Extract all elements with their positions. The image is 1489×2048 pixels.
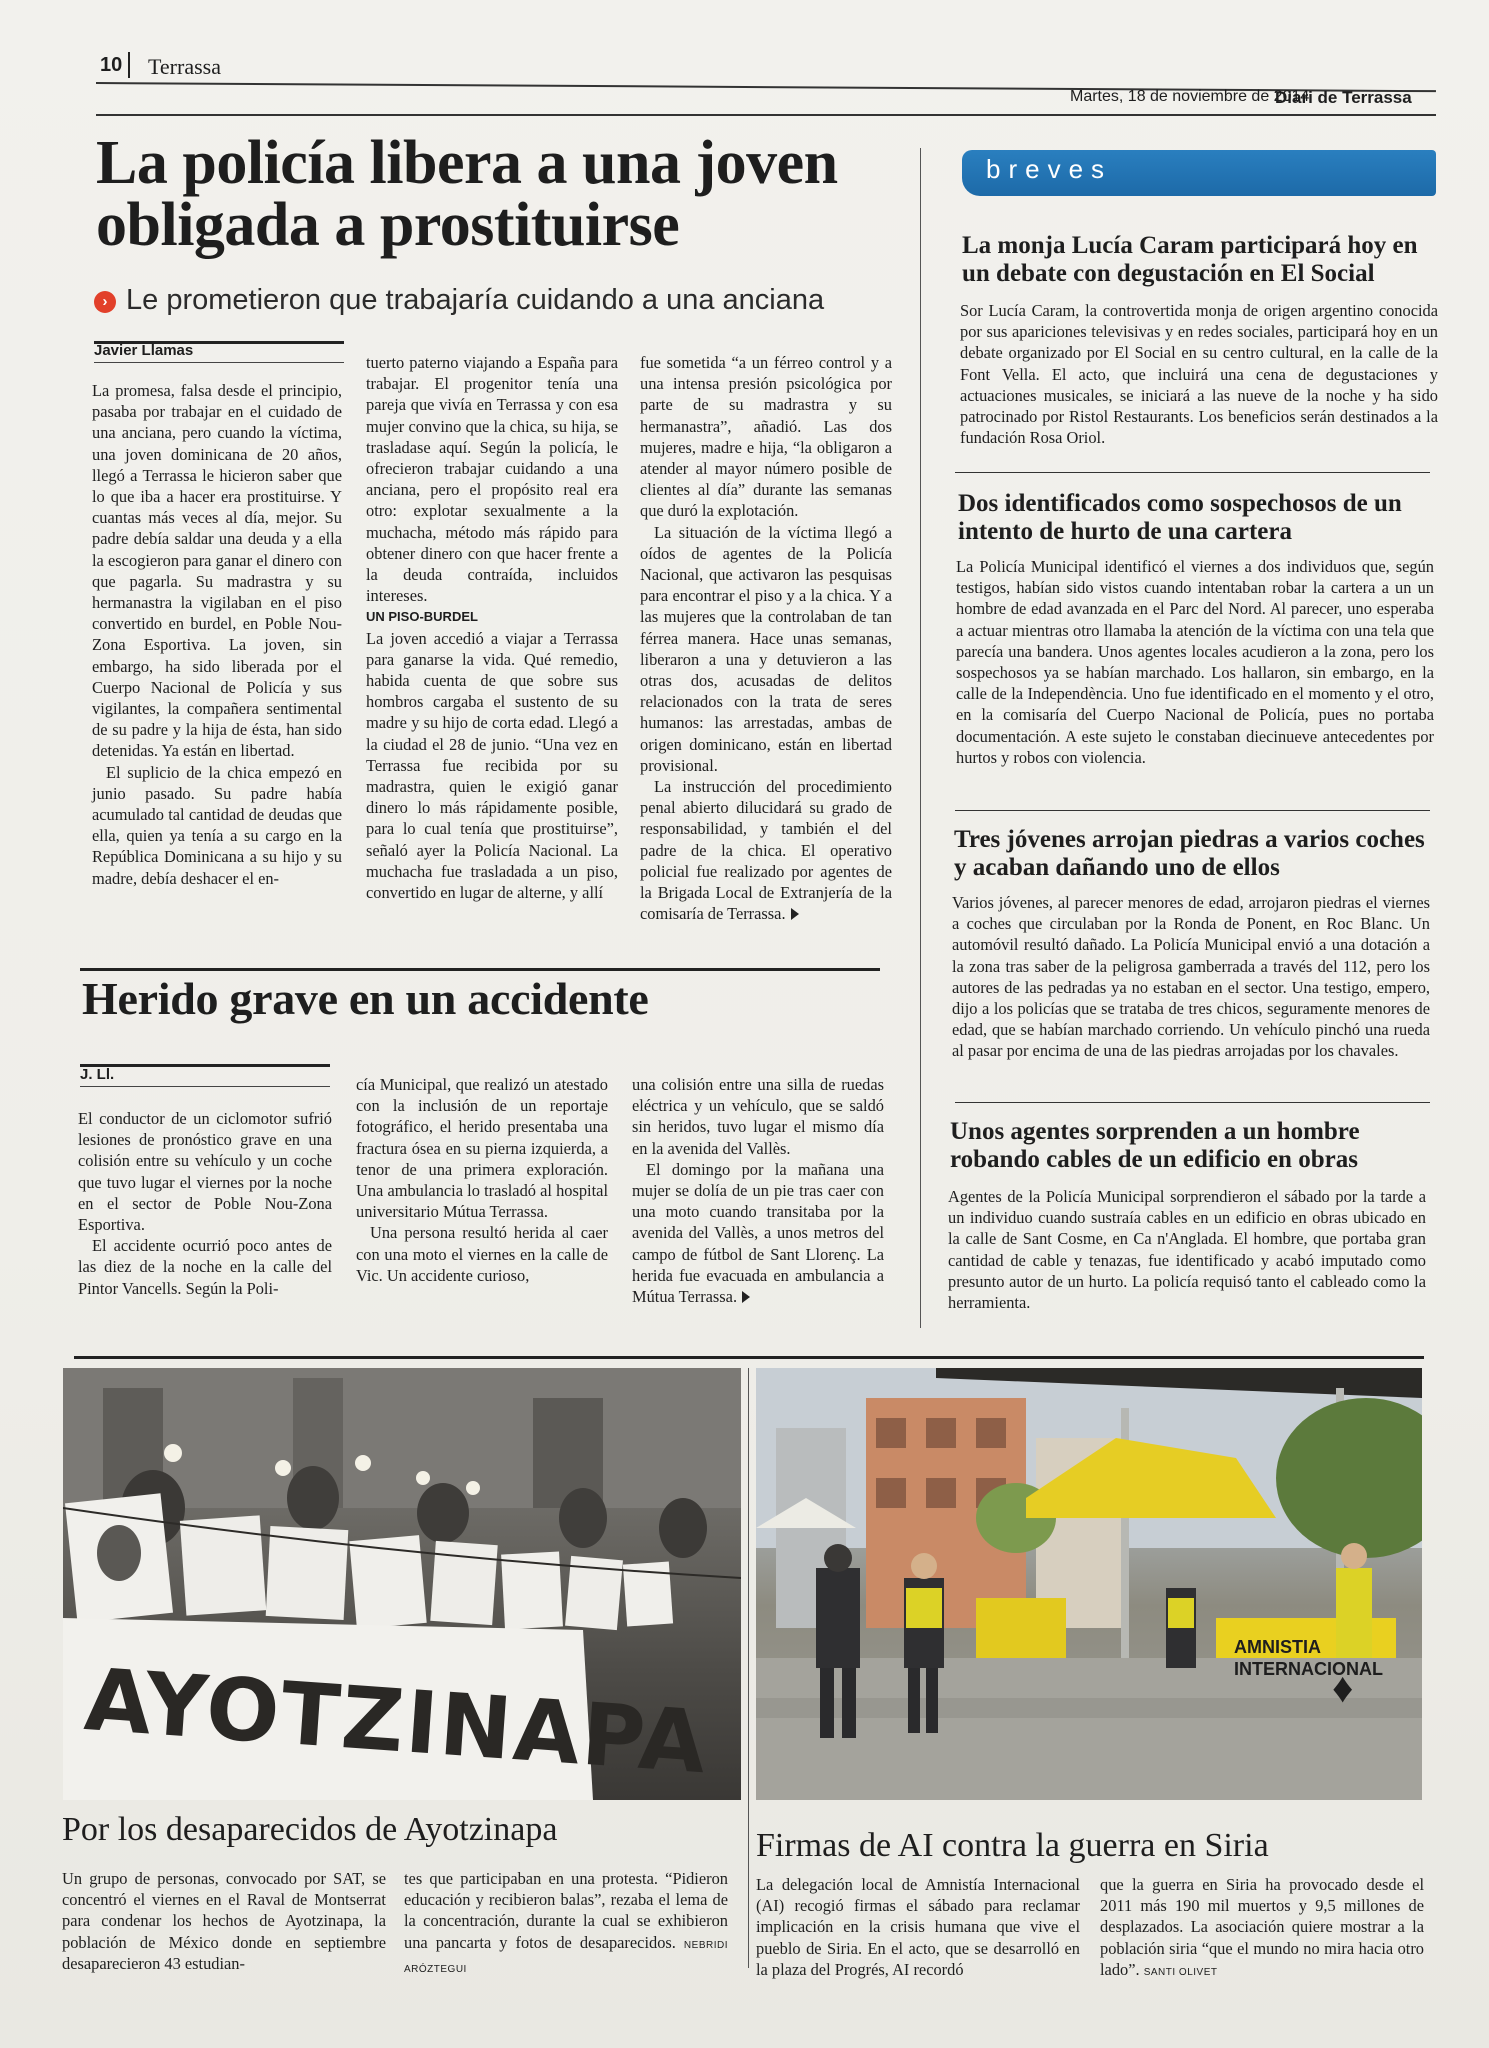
photo-caption-column-1: Un grupo de personas, convocado por SAT, se concentró el viernes en el Raval de Montserrat para condenar los hechos de Ayotzinapa, la población de México donde en septiembre desaparecieron 43 estudian- [62, 1869, 386, 1973]
main-column-3 [640, 352, 892, 924]
photo-caption-title: Firmas de AI contra la guerra en Siria [756, 1827, 1269, 1864]
paragraph: cía Municipal, que realizó un atestado con la inclusión de un reportaje fotográfico, el herido presentaba una fractura ósea en su pierna izquierda, a tenor de una primera exploración. Una ambulancia lo trasladó al hospital universitario Mútua Terrassa. [356, 1075, 608, 1222]
section-name: Terrassa [148, 54, 221, 79]
bullet-arrow-icon: › [94, 291, 116, 313]
paragraph: La joven accedió a viajar a Terrassa para ganarse la vida. Qué remedio, habida cuenta de que sobre sus hombros cargaba el sustento de su madre y su hijo de corta edad. Llegó a la ciudad el 28 de junio. “Una vez en Terrassa fue recibida por su madrastra, quien le exigió ganar dinero lo más rápidamente posible, para lo cual tenía que prostituirse”, señaló ayer la Policía Nacional. La muchacha fue trasladada a un piso, convertido en lugar de alterne, y allí [366, 628, 618, 903]
amnesty-illustration [756, 1368, 1422, 1800]
byline-rule-bottom [94, 362, 344, 363]
photo-section-rule [74, 1356, 1424, 1359]
main-column-2 [366, 352, 618, 903]
main-column-1 [92, 380, 342, 889]
photo-caption-column-1: La delegación local de Amnistía Internacional (AI) recogió firmas el sábado para reclamar implicación en la crisis humana que vive el pueblo de Siria. En el acto, que se desarrolló en la plaza del Progrés, AI recordó [756, 1875, 1080, 1979]
brief-title: Tres jóvenes arrojan piedras a varios coches y acaban dañando uno de ellos [954, 826, 1425, 881]
accident-column-2 [356, 1074, 608, 1286]
photo-divider [748, 1368, 749, 1968]
brief-separator [955, 1102, 1430, 1103]
paragraph: La situación de la víctima llegó a oídos de agentes de la Policía Nacional, que activaron las pesquisas para encontrar el piso y a la chica. Y a las mujeres que la controlaban de tan férrea manera. Hace unas semanas, liberaron a una y detuvieron a las otras dos, acusadas de delitos relacionados con la trata de seres humanos: las arrestadas, ambas de origen dominicano, están en libertad provisional. [640, 522, 892, 775]
page-number: 10 [100, 54, 123, 76]
paragraph: una colisión entre una silla de ruedas eléctrica y un vehículo, que se saldó sin heridos, tuvo lugar el mismo día en la avenida del Vallès. [632, 1075, 884, 1158]
brief-body: Varios jóvenes, al parecer menores de edad, arrojaron piedras el viernes a coches que circulaban por la Ronda de Ponent, en Roc Blanc. Un automóvil resultó dañado. La Policía Municipal envió a una dotación a la zona tras saber de la peligrosa gamberrada a través del 112, pero los autores de las pedradas ya no estaban en el sector. Una testigo, empero, dijo a los policías que se trataba de tres chicos, seguramente menores de edad, que se habían marchado corriendo. Un vehículo pinchó una rueda al pasar por encima de una de las piedras arrojadas por los chavales. [952, 893, 1430, 1061]
photo-amnesty-booth [756, 1368, 1422, 1800]
paragraph: La promesa, falsa desde el principio, pasaba por trabajar en el cuidado de una anciana, pero cuando la víctima, una joven dominicana de 20 años, llegó a Terrassa le hicieron saber que lo que iba a hacer era prostituirse. Y cuantas más veces al día, mejor. Su padre debía saldar una deuda y a ella la escogieron para ganar el dinero con que pagarla. Su madrastra y su hermanastra la vigilaban en el piso convertido en burdel, en Poble Nou-Zona Esportiva. La joven, sin embargo, ha sido liberada por el Cuerpo Nacional de Policía y sus vigilantes, la compañera sentimental de su padre y la hija de ésta, han sido detenidas. Ya están en libertad. [92, 381, 342, 761]
accident-byline: J. Ll. [80, 1066, 115, 1083]
byline-rule-bottom [80, 1086, 330, 1087]
brief-title: Unos agentes sorprenden a un hombre robando cables de un edificio en obras [950, 1118, 1360, 1173]
main-byline: Javier Llamas [94, 342, 194, 359]
accident-column-1 [78, 1108, 332, 1299]
main-subhead-text: Le prometieron que trabajaría cuidando a una anciana [126, 284, 825, 316]
paragraph [632, 1159, 884, 1307]
paragraph: El accidente ocurrió poco antes de las diez de la noche en la calle del Pintor Vancells. Según la Poli- [78, 1236, 332, 1298]
folio-separator [128, 52, 130, 78]
candle-logo-icon: ♦ [1332, 1666, 1354, 1712]
paragraph: tuerto paterno viajando a España para trabajar. El progenitor tenía una pareja que vivía en Terrassa y con esa mujer convino que la chica, su hija, se trasladase aquí. Según la policía, le ofrecieron trabajar cuidando a una anciana, pero el propósito real era otro: explotar sexualmente a la muchacha, método más rápido para obtener dinero con que hacer frente a la deuda contraída, incluidos intereses. [366, 353, 618, 606]
accident-headline: Herido grave en un accidente [82, 973, 649, 1024]
brief-body: La Policía Municipal identificó el viernes a dos individuos que, según testigos, habían sido vistos cuando intentaban robar la cartera a un un hombre de edad avanzada en el Parc del Nord. Al parecer, uno esperaba a actuar mientras otro llamaba la atención de la víctima con una tela que parecía una bandera. Unos agentes locales acudieron a la zona, pero los sospechosos ya se habían marchado. Los hallaron, sin embargo, en la calle de la Independència. Uno fue identificado en el momento y el otro, en la comisaría del Cuerpo Nacional de Policía, pues no portaba documentación. A este sujeto le constaban diecinueve antecedentes por hurtos y robos con violencia. [956, 557, 1434, 767]
paragraph-text: La instrucción del procedimiento penal abierto dilucidará su grado de responsabilidad, y también el del padre de la chica. El operativo policial fue realizado por agentes de la Brigada Local de Extranjería de la comisaría de Terrassa. [640, 777, 892, 924]
header-rule-bottom [96, 114, 1436, 116]
photo-caption-column-2 [1100, 1874, 1424, 1983]
brief-separator [955, 472, 1430, 473]
byline-rule [80, 1064, 330, 1067]
paragraph: Una persona resultó herida al caer con una moto el viernes en la calle de Vic. Un accidente curioso, [356, 1223, 608, 1285]
dateline: Martes, 18 de noviembre de 2014 [1070, 88, 1310, 105]
brief-body: Sor Lucía Caram, la controvertida monja de origen argentino conocida por sus apariciones televisivas y en redes sociales, participará hoy en un debate organizado por El Social en su centro cultural, en la calle de la Font Vella. El acto, que incluirá una cena de degustaciones y actuaciones musicales, se iniciará a las nueve de la noche y ha sido patrocinado por Ristol Restaurants. Los beneficios serán destinados a la fundación Rosa Oriol. [960, 301, 1438, 448]
accident-column-3 [632, 1074, 884, 1307]
ayotzinapa-banner-text: AYOTZINAPA [81, 1650, 711, 1794]
amnesty-booth-text: AMNISTIA INTERNACIONAL [1234, 1637, 1383, 1679]
brief-title: Dos identificados como sospechosos de un intento de hurto de una cartera [958, 490, 1402, 545]
paper-name: Diari de Terrassa [1275, 88, 1412, 107]
article-separator [80, 968, 880, 971]
brief-separator [955, 810, 1430, 811]
main-subhead [94, 284, 914, 317]
breves-label: breves [986, 154, 1113, 184]
caption-text: que la guerra en Siria ha provocado desde el 2011 más 190 mil muertos y 9,5 millones de desplazados. La asociación quiere mostrar a la población siria “que el mundo no mira hacia otro lado”. [1100, 1875, 1424, 1979]
paragraph: El suplicio de la chica empezó en junio pasado. Su padre había acumulado tal cantidad de deudas que ella, quien ya tenía a su cargo en la República Dominicana a su hijo y su madre, debía deshacer el en- [92, 762, 342, 888]
photo-credit: NEBRIDI ARÓZTEGUI [404, 1939, 728, 1975]
main-headline: La policía libera a una joven obligada a prostituirse [96, 129, 838, 259]
photo-credit: SANTI OLIVET [1143, 1966, 1218, 1978]
paragraph [640, 776, 892, 924]
paragraph-text: El domingo por la mañana una mujer se dolía de un pie tras caer con una moto cuando transitaba por la avenida del Vallès, a unos metros del campo de fútbol de Sant Llorenç. La herida fue evacuada en ambulancia a Mútua Terrassa. [632, 1159, 884, 1307]
photo-caption-column-2 [404, 1868, 728, 1980]
inline-subheading: UN PISO-BURDEL [366, 609, 478, 625]
brief-title: La monja Lucía Caram participará hoy en un debate con degustación en El Social [962, 232, 1418, 287]
photo-ayotzinapa-protest [63, 1368, 741, 1800]
paragraph: fue sometida “a un férreo control y a una intensa presión psicológica por parte de su madrastra y su hermanastra”, añadió. Las dos mujeres, madre e hija, “la obligaron a atender al mayor número posible de clientes al día” durante las semanas que duró la explotación. [640, 353, 892, 521]
end-mark-icon [742, 1291, 750, 1303]
paragraph: El conductor de un ciclomotor sufrió lesiones de pronóstico grave en una colisión entre su vehículo y un coche que tuvo lugar el viernes por la noche en el sector de Poble Nou-Zona Esportiva. [78, 1109, 332, 1235]
caption-text: tes que participaban en una protesta. “Pidieron educación y recibieron balas”, rezaba el lema de la concentración, durante la cual se exhibieron una pancarta y fotos de desaparecidos. [404, 1869, 728, 1952]
end-mark-icon [791, 908, 799, 920]
brief-body: Agentes de la Policía Municipal sorprendieron el sábado por la tarde a un individuo cuando sustraía cables en un edificio en obras ubicado en la calle de Sant Cosme, en Ca n'Anglada. El hombre, que portaba gran cantidad de cable y tenazas, fue identificado y acabó imputado como presunto autor de un hurto. La policía requisó tanto el cableado como la herramienta. [948, 1187, 1426, 1313]
photo-caption-title: Por los desaparecidos de Ayotzinapa [62, 1811, 558, 1848]
column-divider [920, 148, 921, 1328]
